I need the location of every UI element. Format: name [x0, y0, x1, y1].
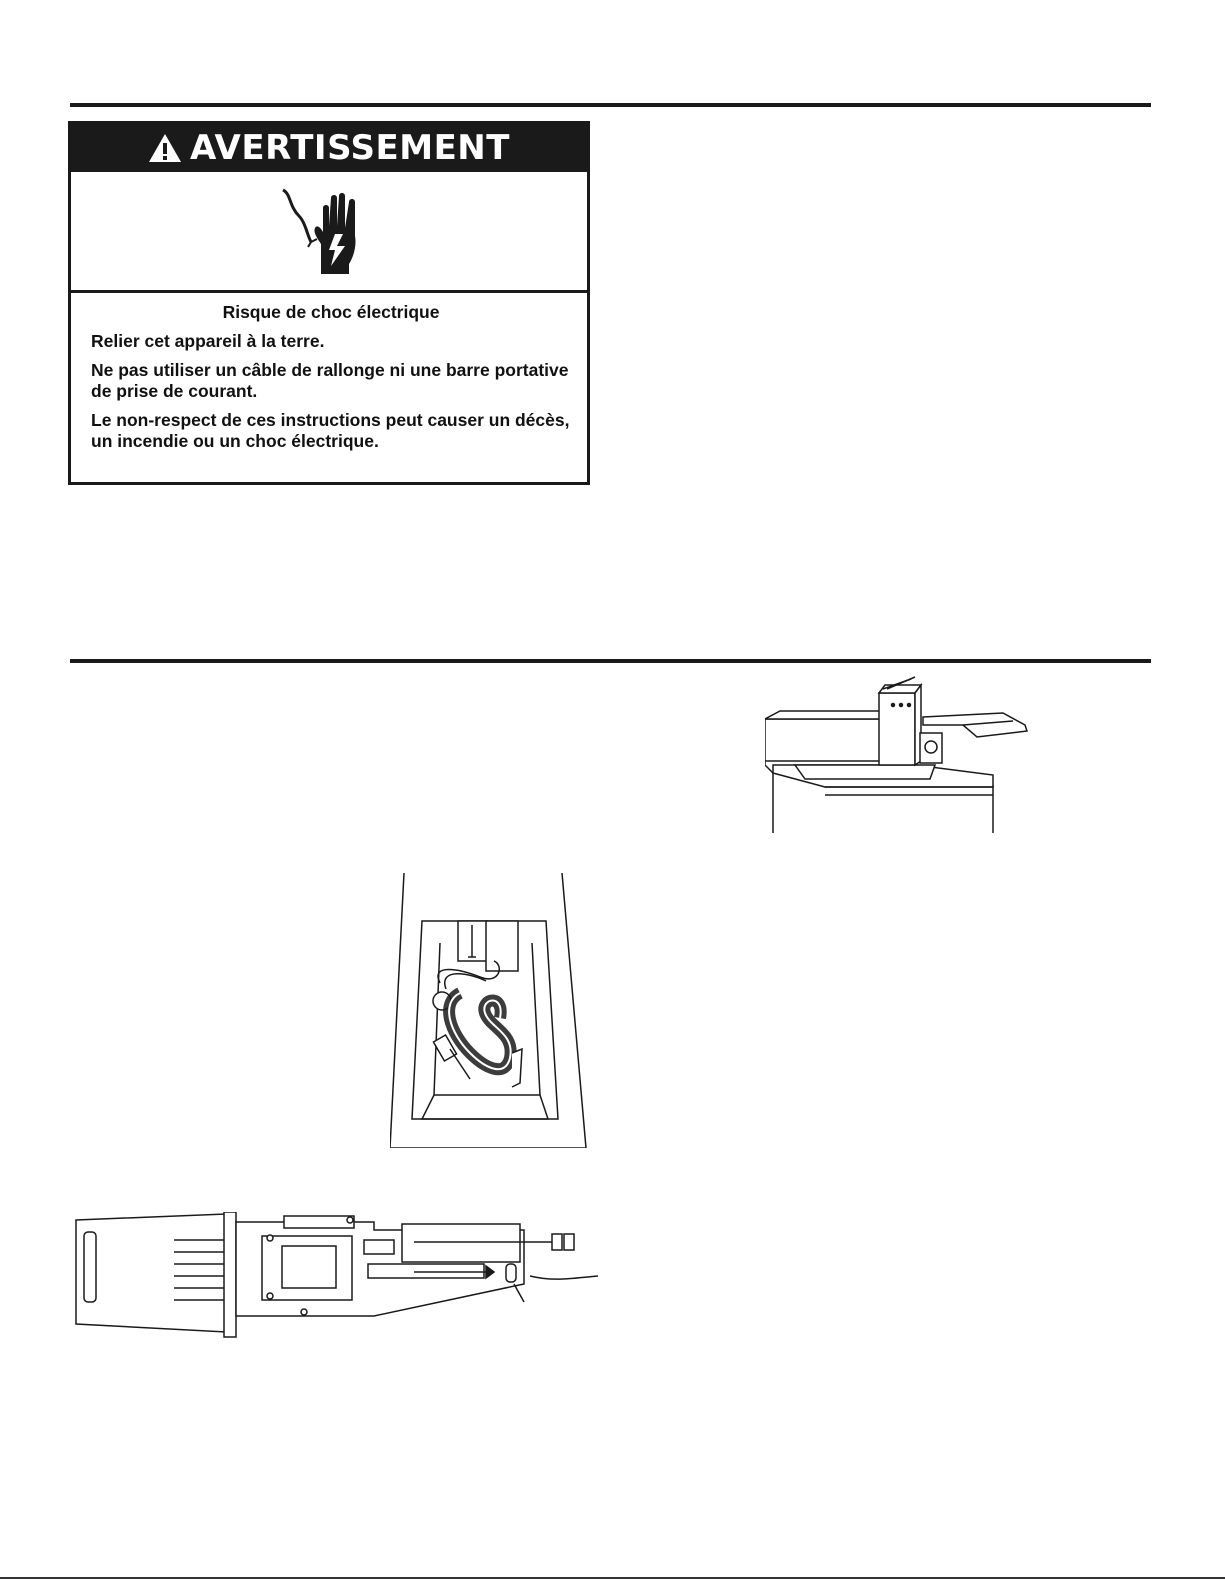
warning-header [71, 124, 587, 172]
warning-body [91, 302, 571, 460]
warning-triangle-icon [148, 133, 182, 163]
section-divider-middle [70, 659, 1151, 663]
warning-icon-area [71, 172, 587, 293]
warning-line-consequence: Le non-respect de ces instructions peut causer un décès, un incendie ou un choc électrique. [91, 410, 570, 451]
section-divider-top [70, 103, 1151, 107]
electric-shock-hand-icon [277, 186, 377, 278]
washer-coin-box-illustration [765, 675, 1055, 835]
warning-subtitle: Risque de choc électrique [222, 302, 440, 322]
page-bottom-rule [0, 1577, 1225, 1579]
coin-box-wiring-illustration [390, 873, 590, 1148]
warning-line-ground: Relier cet appareil à la terre. [91, 331, 325, 351]
warning-title: AVERTISSEMENT [190, 128, 510, 168]
warning-box [68, 121, 590, 485]
warning-line-extension: Ne pas utiliser un câble de rallonge ni une barre portative de prise de courant. [91, 360, 569, 401]
coin-slide-assembly-illustration [74, 1212, 604, 1347]
